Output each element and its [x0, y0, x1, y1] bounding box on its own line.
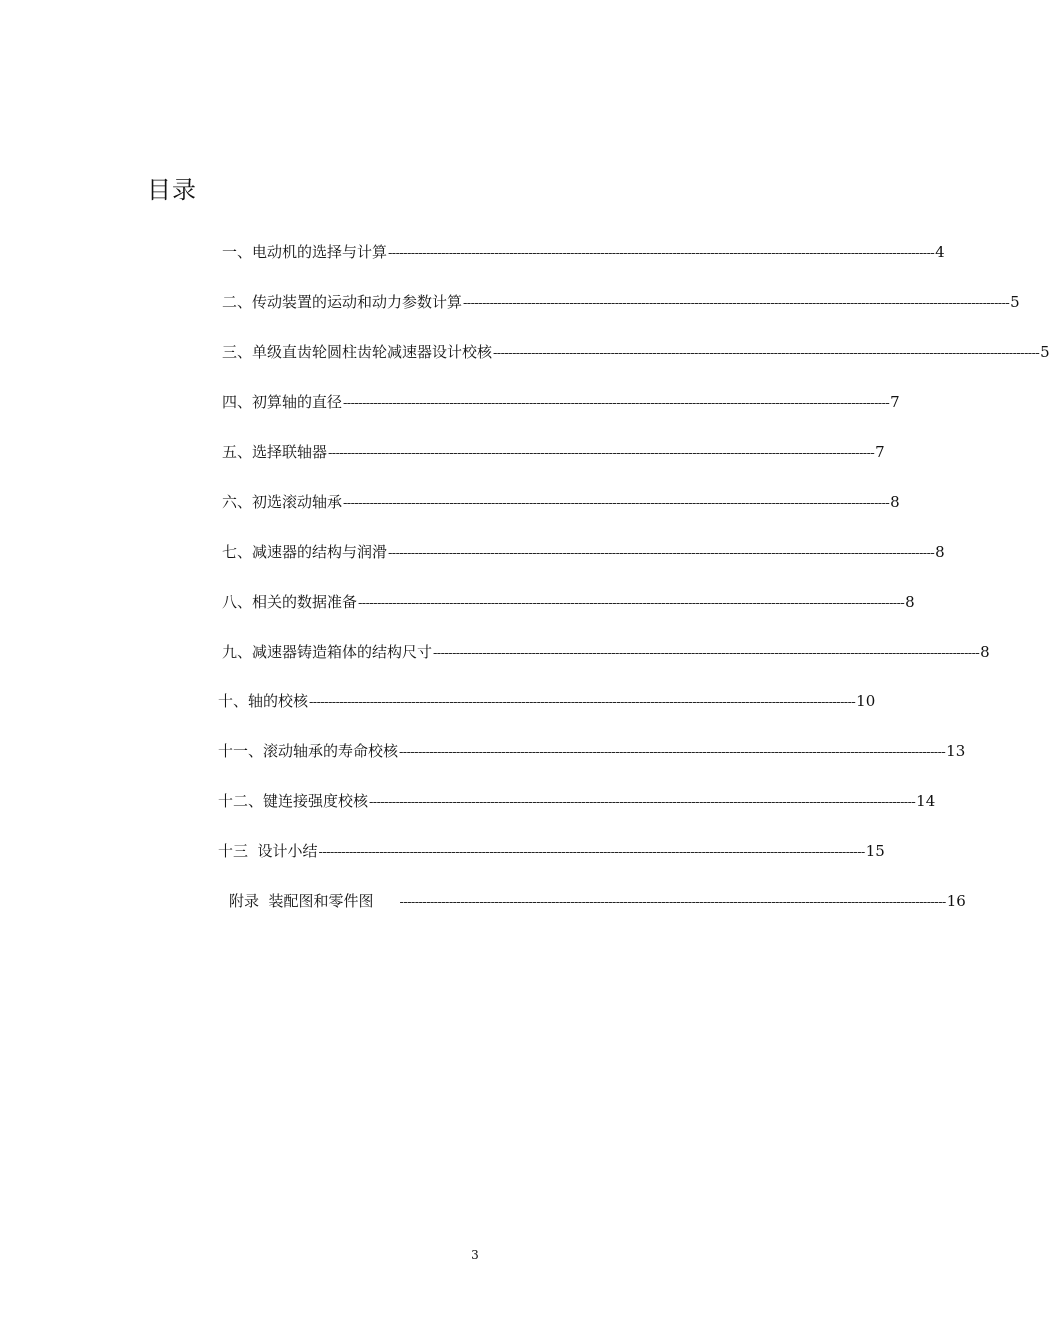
- toc-entry-label: 十、轴的校核: [218, 692, 309, 710]
- toc-leader: ------------------------------------------------------------------------------------------------------------------------------------------------: [463, 296, 1010, 311]
- toc-entry-page: 5: [1040, 343, 1050, 361]
- toc-entry-page: 8: [905, 593, 915, 611]
- toc-entry[interactable]: [229, 889, 966, 913]
- toc-entry[interactable]: [222, 640, 990, 664]
- toc-entry-label: 十一、滚动轴承的寿命校核: [218, 742, 399, 760]
- toc-entry[interactable]: [222, 290, 1020, 314]
- toc-entry-page: 8: [935, 543, 945, 561]
- toc-entry[interactable]: [218, 689, 876, 713]
- toc-entry-label: 九、减速器铸造箱体的结构尺寸: [222, 643, 433, 661]
- toc-entry-label: 十二、键连接强度校核: [218, 792, 369, 810]
- toc-entry[interactable]: [222, 390, 900, 414]
- toc-leader: ------------------------------------------------------------------------------------------------------------------------------------------------: [309, 695, 856, 710]
- toc-leader: ------------------------------------------------------------------------------------------------------------------------------------------------: [399, 745, 946, 760]
- toc-leader: ------------------------------------------------------------------------------------------------------------------------------------------------: [433, 646, 980, 661]
- toc-entry[interactable]: [218, 739, 966, 763]
- toc-leader: ------------------------------------------------------------------------------------------------------------------------------------------------: [343, 396, 890, 411]
- toc-entry[interactable]: [218, 789, 936, 813]
- toc-leader: ------------------------------------------------------------------------------------------------------------------------------------------------: [388, 546, 935, 561]
- toc-leader: ------------------------------------------------------------------------------------------------------------------------------------------------: [493, 346, 1040, 361]
- toc-entry-label: 一、电动机的选择与计算: [222, 243, 388, 261]
- toc-entry[interactable]: [222, 440, 885, 464]
- toc-entry-page: 13: [946, 742, 966, 760]
- toc-leader: ------------------------------------------------------------------------------------------------------------------------------------------------: [369, 795, 916, 810]
- toc-entry-label: 三、单级直齿轮圆柱齿轮减速器设计校核: [222, 343, 493, 361]
- toc-entry[interactable]: [222, 590, 915, 614]
- page-number: 3: [471, 1248, 479, 1262]
- toc-entry[interactable]: [222, 490, 900, 514]
- toc-entry-label: 七、减速器的结构与润滑: [222, 543, 388, 561]
- page-title: 目录: [147, 176, 197, 204]
- toc-entry-label: 六、初选滚动轴承: [222, 493, 343, 511]
- toc-leader: ------------------------------------------------------------------------------------------------------------------------------------------------: [343, 496, 890, 511]
- toc-entry-label: 附录 装配图和零件图: [229, 892, 374, 910]
- toc-entry[interactable]: [222, 540, 945, 564]
- toc-entry-page: 15: [865, 842, 885, 860]
- toc-entry[interactable]: [222, 240, 945, 264]
- toc-entry-label: 十三 设计小结: [218, 842, 318, 860]
- toc-entry-page: 14: [916, 792, 936, 810]
- toc-entry-page: 8: [980, 643, 990, 661]
- toc-entry-label: 五、选择联轴器: [222, 443, 328, 461]
- toc-entry-label: 二、传动装置的运动和动力参数计算: [222, 293, 463, 311]
- toc-leader: ------------------------------------------------------------------------------------------------------------------------------------------------: [388, 246, 935, 261]
- toc-leader: ------------------------------------------------------------------------------------------------------------------------------------------------: [358, 596, 905, 611]
- toc-entry-page: 4: [935, 243, 945, 261]
- toc-entry-page: 10: [856, 692, 876, 710]
- toc-entry-page: 16: [946, 892, 966, 910]
- toc-entry-label: 四、初算轴的直径: [222, 393, 343, 411]
- toc-leader: ------------------------------------------------------------------------------------------------------------------------------------------------: [318, 845, 865, 860]
- toc-entry-label: 八、相关的数据准备: [222, 593, 358, 611]
- toc-entry[interactable]: [222, 340, 1050, 364]
- toc-entry-page: 7: [875, 443, 885, 461]
- toc-leader: ------------------------------------------------------------------------------------------------------------------------------------------------: [328, 446, 875, 461]
- toc-entry[interactable]: [218, 839, 885, 863]
- toc-entry-page: 8: [890, 493, 900, 511]
- toc-leader: ------------------------------------------------------------------------------------------------------------------------------------------------: [399, 895, 946, 910]
- toc-entry-page: 5: [1010, 293, 1020, 311]
- toc-entry-page: 7: [890, 393, 900, 411]
